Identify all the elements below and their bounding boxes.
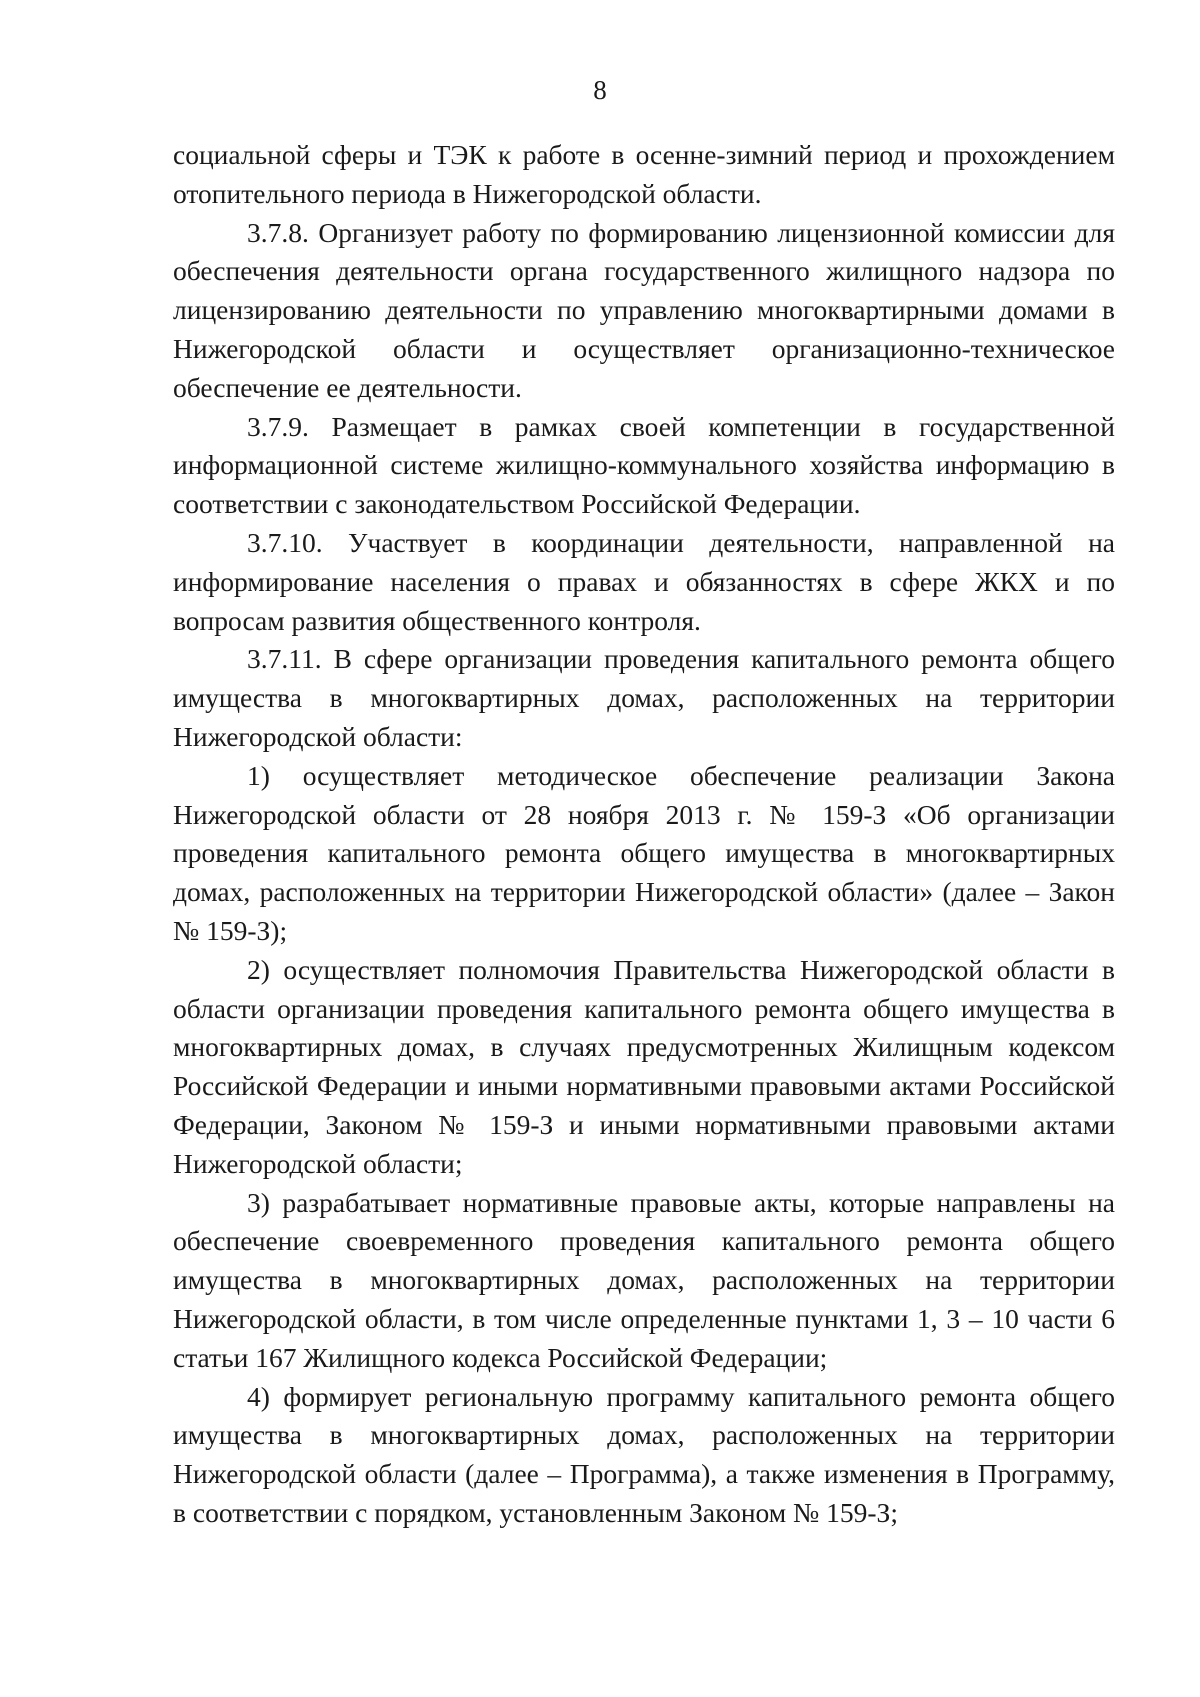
list-item-2: 2) осуществляет полномочия Правительства Нижегородской области в области организации проведения капитального ремонта общего имущества в многоквартирных домах, в случаях предусмотренных Жилищным кодексом Российской Федерации и иными нормативными правовыми актами Российской Федерации, Законом № 159-З и иными нормативными правовыми актами Нижегородской области; xyxy=(173,953,1115,1179)
list-item-3: 3) разрабатывает нормативные правовые акты, которые направлены на обеспечение своевременного проведения капитального ремонта общего имущества в многоквартирных домах, расположенных на территории Нижегородской области, в том числе определенные пунктами 1, 3 – 10 части 6 статьи 167 Жилищного кодекса Российской Федерации; xyxy=(173,1186,1115,1373)
paragraph-3-7-8: 3.7.8. Организует работу по формированию лицензионной комиссии для обеспечения деятельности органа государственного жилищного надзора по лицензированию деятельности по управлению многоквартирными домами в Нижегородской области и осуществляет организационно-техническое обеспечение ее деятельности. xyxy=(173,216,1115,403)
document-body xyxy=(173,136,1115,1533)
list-item-4: 4) формирует региональную программу капитального ремонта общего имущества в многоквартирных домах, расположенных на территории Нижегородской области (далее – Программа), а также изменения в Программу, в соответствии с порядком, установленным Законом № 159-З; xyxy=(173,1380,1115,1528)
paragraph-continuation: социальной сферы и ТЭК к работе в осенне-зимний период и прохождением отопительного периода в Нижегородской области. xyxy=(173,139,1115,209)
page-number: 8 xyxy=(593,75,607,105)
paragraph-3-7-10: 3.7.10. Участвует в координации деятельности, направленной на информирование населения о правах и обязанностях в сфере ЖКХ и по вопросам развития общественного контроля. xyxy=(173,526,1115,636)
paragraph-3-7-11: 3.7.11. В сфере организации проведения капитального ремонта общего имущества в многоквартирных домах, расположенных на территории Нижегородской области: xyxy=(173,643,1115,752)
list-item-1: 1) осуществляет методическое обеспечение реализации Закона Нижегородской области от 28 ноября 2013 г. № 159-З «Об организации проведения капитального ремонта общего имущества в многоквартирных домах, расположенных на территории Нижегородской области» (далее – Закон № 159-З); xyxy=(173,759,1115,946)
paragraph-3-7-9: 3.7.9. Размещает в рамках своей компетенции в государственной информационной системе жилищно-коммунального хозяйства информацию в соответствии с законодательством Российской Федерации. xyxy=(173,410,1115,520)
